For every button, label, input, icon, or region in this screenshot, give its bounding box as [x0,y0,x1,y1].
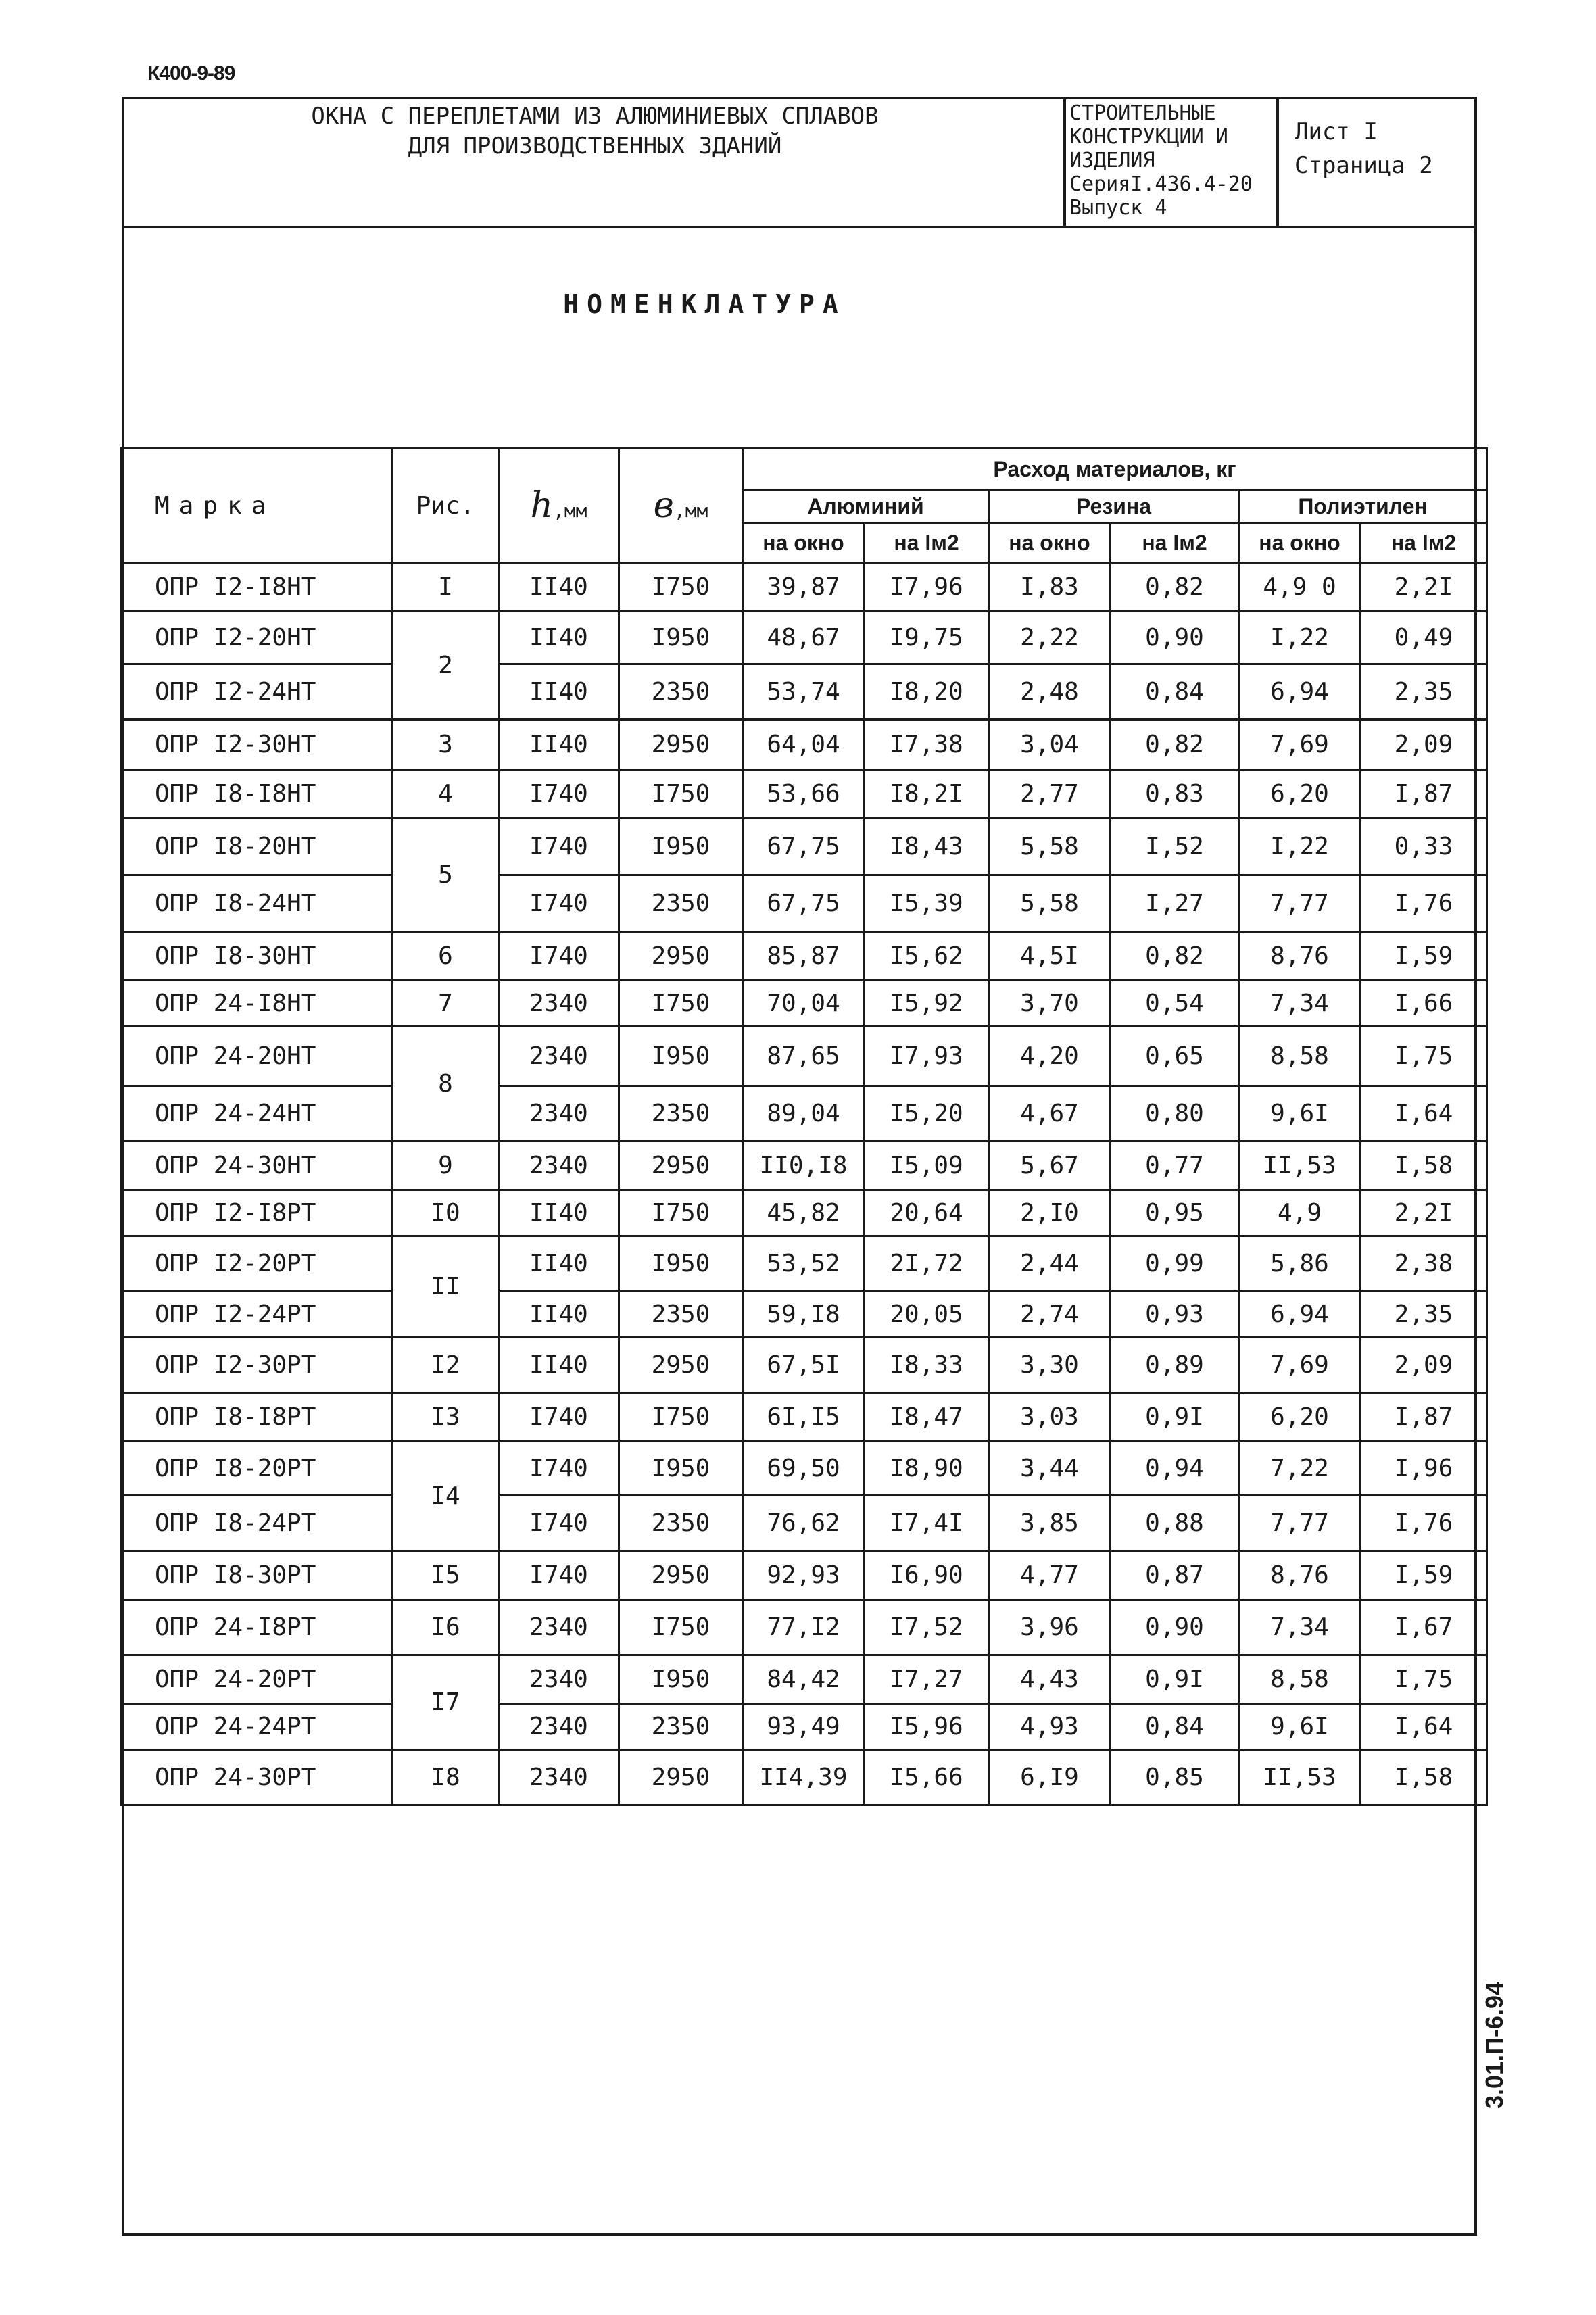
cell-figure: I0 [393,1190,499,1236]
table-row [122,1600,1487,1655]
cell-pe-window: II,53 [1239,1142,1361,1190]
cell-pe-m2: 0,33 [1361,819,1487,875]
cell-figure: I8 [393,1750,499,1805]
table-row [122,1704,1487,1750]
cell-rubber-m2: 0,80 [1111,1086,1239,1142]
cell-alu-m2: 2I,72 [865,1236,989,1292]
cell-alu-m2: I5,92 [865,981,989,1027]
cell-figure: II [393,1236,499,1338]
cell-alu-window: 67,75 [743,875,865,932]
cell-pe-m2: 2,38 [1361,1236,1487,1292]
table-row [122,875,1487,932]
cell-rubber-window: 3,70 [989,981,1111,1027]
cell-rubber-m2: 0,90 [1111,1600,1239,1655]
header-rubber-per-m2: на Iм2 [1111,523,1239,563]
cell-pe-m2: I,64 [1361,1086,1487,1142]
side-stamp: 3.01.П-6.94 [1480,1982,1508,2109]
cell-pe-m2: I,76 [1361,1496,1487,1551]
cell-rubber-m2: 0,90 [1111,612,1239,664]
cell-rubber-m2: 0,82 [1111,563,1239,612]
cell-alu-m2: I8,43 [865,819,989,875]
cell-height: I740 [499,932,619,981]
table-row [122,563,1487,612]
cell-alu-window: 77,I2 [743,1600,865,1655]
cell-figure: I5 [393,1551,499,1600]
cell-mark: ОПР 24-30НТ [122,1142,393,1190]
cell-width: I750 [619,1393,743,1442]
table-row [122,612,1487,664]
cell-pe-m2: I,58 [1361,1142,1487,1190]
cell-height: II40 [499,1292,619,1338]
cell-width: 2350 [619,1496,743,1551]
cell-height: I740 [499,770,619,819]
cell-mark: ОПР 24-I8РТ [122,1600,393,1655]
header-figure: Рис. [393,449,499,563]
cell-mark: ОПР I2-I8РТ [122,1190,393,1236]
cell-mark: ОПР I8-20РТ [122,1442,393,1496]
cell-mark: ОПР I2-20РТ [122,1236,393,1292]
cell-width: I950 [619,1236,743,1292]
cell-width: 2950 [619,720,743,770]
cell-rubber-window: 4,77 [989,1551,1111,1600]
cell-width: I750 [619,981,743,1027]
table-row [122,1190,1487,1236]
cell-alu-m2: I8,47 [865,1393,989,1442]
cell-alu-window: 53,66 [743,770,865,819]
cell-height: 2340 [499,1142,619,1190]
cell-rubber-m2: 0,77 [1111,1142,1239,1190]
cell-pe-m2: I,75 [1361,1655,1487,1704]
cell-mark: ОПР I8-20НТ [122,819,393,875]
cell-alu-m2: I7,38 [865,720,989,770]
cell-pe-m2: I,75 [1361,1027,1487,1086]
cell-pe-window: I,22 [1239,819,1361,875]
cell-alu-m2: I5,96 [865,1704,989,1750]
cell-rubber-window: 3,85 [989,1496,1111,1551]
cell-pe-m2: I,58 [1361,1750,1487,1805]
cell-alu-window: II4,39 [743,1750,865,1805]
cell-rubber-window: 5,58 [989,819,1111,875]
cell-pe-window: 7,77 [1239,1496,1361,1551]
cell-pe-m2: 2,35 [1361,1292,1487,1338]
table-row [122,819,1487,875]
title-line-1: ОКНА С ПЕРЕПЛЕТАМИ ИЗ АЛЮМИНИЕВЫХ СПЛАВОВ [311,103,879,130]
cell-pe-m2: 0,49 [1361,612,1487,664]
cell-rubber-m2: 0,94 [1111,1442,1239,1496]
table-row [122,664,1487,720]
cell-alu-m2: I7,96 [865,563,989,612]
cell-rubber-m2: 0,9I [1111,1655,1239,1704]
cell-alu-window: 89,04 [743,1086,865,1142]
cell-alu-window: 84,42 [743,1655,865,1704]
cell-height: 2340 [499,1655,619,1704]
page-number: Страница 2 [1295,152,1433,179]
cell-pe-window: 6,94 [1239,1292,1361,1338]
cell-rubber-m2: 0,82 [1111,932,1239,981]
cell-pe-window: 7,69 [1239,720,1361,770]
cell-mark: ОПР I2-20НТ [122,612,393,664]
cell-width: I950 [619,612,743,664]
cell-figure: 4 [393,770,499,819]
cell-width: 2350 [619,1292,743,1338]
cell-alu-window: 92,93 [743,1551,865,1600]
cell-pe-window: 7,22 [1239,1442,1361,1496]
cell-alu-m2: 20,64 [865,1190,989,1236]
cell-alu-window: 87,65 [743,1027,865,1086]
cell-mark: ОПР I8-24НТ [122,875,393,932]
height-symbol: h [530,485,553,526]
series-block: СТРОИТЕЛЬНЫЕ КОНСТРУКЦИИ И ИЗДЕЛИЯ СерияI.436.4-20 Выпуск 4 [1069,101,1253,220]
cell-height: I740 [499,1393,619,1442]
cell-alu-window: 39,87 [743,563,865,612]
cell-pe-m2: I,67 [1361,1600,1487,1655]
table-body [122,563,1487,1805]
cell-alu-window: 59,I8 [743,1292,865,1338]
cell-pe-window: 4,9 [1239,1190,1361,1236]
cell-pe-m2: I,59 [1361,932,1487,981]
cell-rubber-m2: 0,54 [1111,981,1239,1027]
header-mark: Марка [122,449,393,563]
cell-height: 2340 [499,1750,619,1805]
cell-width: I750 [619,1190,743,1236]
cell-rubber-m2: 0,89 [1111,1338,1239,1393]
cell-mark: ОПР I2-I8НТ [122,563,393,612]
table-row [122,932,1487,981]
cell-width: 2950 [619,1338,743,1393]
table-row [122,981,1487,1027]
cell-mark: ОПР I8-30НТ [122,932,393,981]
cell-rubber-window: 2,44 [989,1236,1111,1292]
cell-rubber-window: 2,48 [989,664,1111,720]
cell-rubber-m2: 0,84 [1111,1704,1239,1750]
cell-height: II40 [499,612,619,664]
cell-width: 2350 [619,875,743,932]
cell-mark: ОПР 24-20НТ [122,1027,393,1086]
table-row [122,1292,1487,1338]
cell-mark: ОПР I2-24НТ [122,664,393,720]
cell-rubber-window: 3,30 [989,1338,1111,1393]
cell-pe-m2: I,64 [1361,1704,1487,1750]
cell-rubber-window: 6,I9 [989,1750,1111,1805]
cell-alu-window: 48,67 [743,612,865,664]
cell-mark: ОПР 24-30РТ [122,1750,393,1805]
cell-rubber-window: 5,58 [989,875,1111,932]
cell-pe-window: 8,58 [1239,1655,1361,1704]
cell-alu-m2: I5,62 [865,932,989,981]
cell-figure: I3 [393,1393,499,1442]
cell-alu-window: II0,I8 [743,1142,865,1190]
cell-pe-m2: 2,2I [1361,563,1487,612]
cell-height: II40 [499,563,619,612]
cell-width: 2350 [619,664,743,720]
cell-mark: ОПР I8-I8РТ [122,1393,393,1442]
cell-rubber-window: 4,43 [989,1655,1111,1704]
cell-pe-m2: 2,35 [1361,664,1487,720]
cell-height: 2340 [499,1086,619,1142]
cell-height: I740 [499,1442,619,1496]
cell-mark: ОПР 24-24НТ [122,1086,393,1142]
header-divider-2 [1276,97,1279,227]
height-unit: ,мм [552,499,587,522]
cell-alu-m2: I8,33 [865,1338,989,1393]
cell-pe-window: 8,76 [1239,1551,1361,1600]
cell-alu-m2: I8,20 [865,664,989,720]
cell-alu-window: 69,50 [743,1442,865,1496]
header-divider [122,226,1477,228]
page-title: НОМЕНКЛАТУРА [563,289,846,319]
cell-rubber-m2: 0,88 [1111,1496,1239,1551]
cell-pe-m2: 2,09 [1361,1338,1487,1393]
cell-rubber-m2: 0,82 [1111,720,1239,770]
table-row [122,1496,1487,1551]
cell-figure: I4 [393,1442,499,1551]
header-alu-per-window: на окно [743,523,865,563]
cell-rubber-m2: 0,65 [1111,1027,1239,1086]
cell-figure: I6 [393,1600,499,1655]
cell-pe-window: 6,20 [1239,1393,1361,1442]
cell-alu-window: 6I,I5 [743,1393,865,1442]
cell-figure: 6 [393,932,499,981]
title-line-2: ДЛЯ ПРОИЗВОДСТВЕННЫХ ЗДАНИЙ [408,132,782,160]
cell-rubber-window: 3,03 [989,1393,1111,1442]
cell-width: 2350 [619,1704,743,1750]
table-row [122,1551,1487,1600]
table-row [122,1393,1487,1442]
cell-pe-window: 7,34 [1239,1600,1361,1655]
table-row [122,1750,1487,1805]
cell-height: 2340 [499,981,619,1027]
cell-width: 2950 [619,1551,743,1600]
table-row [122,1086,1487,1142]
cell-rubber-window: 4,20 [989,1027,1111,1086]
cell-mark: ОПР I2-24РТ [122,1292,393,1338]
cell-height: II40 [499,1236,619,1292]
cell-rubber-window: 2,77 [989,770,1111,819]
cell-rubber-m2: 0,9I [1111,1393,1239,1442]
table-row [122,1338,1487,1393]
cell-pe-m2: I,59 [1361,1551,1487,1600]
cell-height: II40 [499,1338,619,1393]
cell-width: I950 [619,1442,743,1496]
header-material-consumption: Расход материалов, кг [743,449,1487,490]
cell-alu-m2: I7,93 [865,1027,989,1086]
cell-alu-window: 67,75 [743,819,865,875]
cell-figure: 8 [393,1027,499,1142]
cell-alu-window: 64,04 [743,720,865,770]
cell-mark: ОПР I2-30НТ [122,720,393,770]
cell-rubber-window: 3,44 [989,1442,1111,1496]
cell-rubber-m2: I,27 [1111,875,1239,932]
cell-width: 2950 [619,932,743,981]
cell-figure: 3 [393,720,499,770]
header-rubber-per-window: на окно [989,523,1111,563]
cell-mark: ОПР 24-20РТ [122,1655,393,1704]
cell-alu-m2: I7,27 [865,1655,989,1704]
cell-height: II40 [499,664,619,720]
cell-alu-window: 53,52 [743,1236,865,1292]
header-aluminium: Алюминий [743,490,989,523]
table-row [122,1027,1487,1086]
cell-height: 2340 [499,1027,619,1086]
cell-rubber-window: 3,04 [989,720,1111,770]
cell-height: I740 [499,875,619,932]
header-pe-per-window: на окно [1239,523,1361,563]
cell-mark: ОПР I8-I8НТ [122,770,393,819]
cell-rubber-m2: 0,95 [1111,1190,1239,1236]
cell-height: II40 [499,720,619,770]
cell-alu-m2: I5,20 [865,1086,989,1142]
cell-pe-m2: I,87 [1361,770,1487,819]
cell-width: 2950 [619,1750,743,1805]
cell-rubber-m2: 0,99 [1111,1236,1239,1292]
cell-width: I750 [619,563,743,612]
cell-pe-window: 5,86 [1239,1236,1361,1292]
cell-alu-window: 70,04 [743,981,865,1027]
cell-height: I740 [499,1551,619,1600]
cell-pe-m2: I,87 [1361,1393,1487,1442]
cell-alu-window: 53,74 [743,664,865,720]
width-symbol: в [653,485,674,526]
cell-height: 2340 [499,1704,619,1750]
cell-width: I750 [619,770,743,819]
header-divider-1 [1063,97,1066,227]
cell-pe-window: I,22 [1239,612,1361,664]
cell-pe-m2: I,96 [1361,1442,1487,1496]
cell-rubber-window: 2,74 [989,1292,1111,1338]
cell-rubber-m2: 0,93 [1111,1292,1239,1338]
cell-pe-m2: I,66 [1361,981,1487,1027]
cell-figure: 2 [393,612,499,720]
cell-pe-window: 9,6I [1239,1704,1361,1750]
cell-rubber-window: 4,67 [989,1086,1111,1142]
width-unit: ,мм [673,499,708,522]
cell-alu-m2: I8,90 [865,1442,989,1496]
cell-mark: ОПР I8-24РТ [122,1496,393,1551]
cell-rubber-m2: 0,83 [1111,770,1239,819]
header-pe-per-m2: на Iм2 [1361,523,1487,563]
cell-pe-window: 7,69 [1239,1338,1361,1393]
cell-rubber-m2: 0,87 [1111,1551,1239,1600]
cell-pe-window: 4,9 0 [1239,563,1361,612]
cell-figure: I2 [393,1338,499,1393]
header-width [619,449,743,563]
cell-rubber-window: 4,5I [989,932,1111,981]
cell-height: I740 [499,1496,619,1551]
cell-rubber-window: 4,93 [989,1704,1111,1750]
cell-width: I750 [619,1600,743,1655]
header-alu-per-m2: на Iм2 [865,523,989,563]
header-height [499,449,619,563]
cell-width: I950 [619,819,743,875]
cell-pe-m2: 2,2I [1361,1190,1487,1236]
nomenclature-table [120,447,1488,1806]
cell-height: I740 [499,819,619,875]
cell-width: 2350 [619,1086,743,1142]
table-row [122,1142,1487,1190]
cell-alu-window: 93,49 [743,1704,865,1750]
table-row [122,1655,1487,1704]
cell-pe-window: II,53 [1239,1750,1361,1805]
table-row [122,720,1487,770]
table-row [122,770,1487,819]
cell-rubber-window: 2,22 [989,612,1111,664]
cell-alu-m2: I5,09 [865,1142,989,1190]
cell-width: I950 [619,1027,743,1086]
cell-alu-m2: I5,39 [865,875,989,932]
document-title [128,101,1061,161]
cell-alu-m2: 20,05 [865,1292,989,1338]
header-rubber: Резина [989,490,1239,523]
cell-alu-window: 67,5I [743,1338,865,1393]
cell-pe-m2: I,76 [1361,875,1487,932]
cell-mark: ОПР I2-30РТ [122,1338,393,1393]
cell-pe-window: 8,76 [1239,932,1361,981]
cell-mark: ОПР 24-24РТ [122,1704,393,1750]
document-code: К400-9-89 [147,62,235,84]
cell-rubber-window: 2,I0 [989,1190,1111,1236]
table-row [122,1442,1487,1496]
cell-height: II40 [499,1190,619,1236]
cell-rubber-window: 5,67 [989,1142,1111,1190]
sheet-number: Лист I [1295,118,1378,145]
cell-pe-window: 7,34 [1239,981,1361,1027]
cell-mark: ОПР I8-30РТ [122,1551,393,1600]
cell-alu-m2: I9,75 [865,612,989,664]
cell-alu-m2: I7,52 [865,1600,989,1655]
cell-mark: ОПР 24-I8НТ [122,981,393,1027]
table-row [122,1236,1487,1292]
cell-pe-window: 8,58 [1239,1027,1361,1086]
cell-pe-window: 7,77 [1239,875,1361,932]
cell-width: I950 [619,1655,743,1704]
sheet-info [1295,115,1470,182]
cell-figure: 7 [393,981,499,1027]
cell-alu-m2: I5,66 [865,1750,989,1805]
header-polyethylene: Полиэтилен [1239,490,1487,523]
cell-pe-window: 6,94 [1239,664,1361,720]
cell-figure: I [393,563,499,612]
cell-rubber-m2: 0,84 [1111,664,1239,720]
cell-alu-window: 76,62 [743,1496,865,1551]
cell-pe-window: 9,6I [1239,1086,1361,1142]
cell-rubber-window: 3,96 [989,1600,1111,1655]
cell-alu-m2: I7,4I [865,1496,989,1551]
cell-figure: 9 [393,1142,499,1190]
cell-rubber-m2: 0,85 [1111,1750,1239,1805]
cell-rubber-window: I,83 [989,563,1111,612]
cell-pe-window: 6,20 [1239,770,1361,819]
cell-figure: 5 [393,819,499,932]
cell-alu-window: 85,87 [743,932,865,981]
cell-width: 2950 [619,1142,743,1190]
cell-alu-m2: I8,2I [865,770,989,819]
cell-pe-m2: 2,09 [1361,720,1487,770]
cell-alu-m2: I6,90 [865,1551,989,1600]
cell-figure: I7 [393,1655,499,1750]
cell-height: 2340 [499,1600,619,1655]
cell-rubber-m2: I,52 [1111,819,1239,875]
cell-alu-window: 45,82 [743,1190,865,1236]
